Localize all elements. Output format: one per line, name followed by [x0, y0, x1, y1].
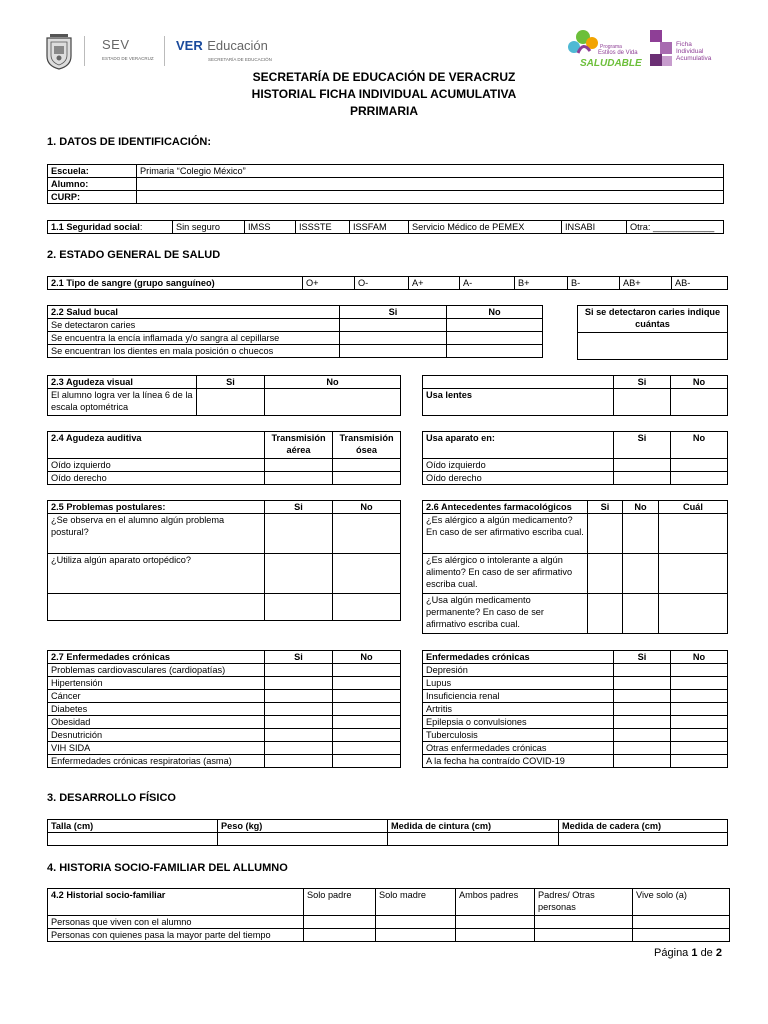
cronicas-si-cell[interactable]	[265, 729, 333, 742]
de-text: de	[700, 947, 713, 959]
table-row	[423, 755, 728, 768]
table-row	[423, 594, 728, 634]
agudeza-auditiva-table	[47, 431, 401, 485]
sangre-ab-neg[interactable]: AB-	[672, 277, 728, 290]
option-pemex[interactable]: Servicio Médico de PEMEX	[409, 221, 562, 234]
table-row	[48, 929, 730, 942]
ficha-individual-logo	[648, 29, 718, 69]
table-row	[423, 703, 728, 716]
lentes-header-blank	[423, 376, 614, 389]
socio-familiar-label: 4.2 Historial socio-familiar	[48, 889, 304, 916]
cronicas-no-header: No	[333, 651, 401, 664]
bucal-encia-si[interactable]	[340, 332, 447, 345]
usa-aparato-table	[422, 431, 728, 485]
socio-cell[interactable]	[633, 929, 730, 942]
cronicas-right-no-cell[interactable]	[671, 716, 728, 729]
cronicas-right-row: A la fecha ha contraído COVID-19	[423, 755, 614, 768]
programa-text: Programa	[600, 44, 622, 50]
peso-field[interactable]	[218, 833, 388, 846]
farmacologicos-no-header: No	[623, 501, 659, 514]
table-row	[423, 690, 728, 703]
aparato-row-derecho: Oído derecho	[423, 472, 614, 485]
posturales-problema-si[interactable]	[265, 514, 333, 554]
posturales-row-aparato: ¿Utiliza algún aparato ortopédico?	[48, 554, 265, 594]
farmaco-medicamento-no[interactable]	[623, 514, 659, 554]
socio-cell[interactable]	[376, 916, 456, 929]
cronicas-right-si-cell[interactable]	[614, 729, 671, 742]
table-row	[48, 690, 401, 703]
table-row	[48, 664, 401, 677]
table-row	[48, 514, 401, 554]
usa-lentes-table	[422, 375, 728, 416]
cronicas-right-si-cell[interactable]	[614, 755, 671, 768]
cronicas-si-cell[interactable]	[265, 742, 333, 755]
farmacologicos-table	[422, 500, 728, 634]
cronicas-row: Diabetes	[48, 703, 265, 716]
cronicas-row: Problemas cardiovasculares (cardiopatías)	[48, 664, 265, 677]
cronicas-right-no-cell[interactable]	[671, 729, 728, 742]
salud-bucal-table	[47, 305, 543, 358]
tipo-sangre-label: 2.1 Tipo de sangre (grupo sanguíneo)	[48, 277, 303, 290]
caries-count-table	[577, 305, 728, 360]
sangre-o-pos[interactable]: O+	[303, 277, 355, 290]
posturales-label: 2.5 Problemas postulares:	[48, 501, 265, 514]
table-row	[48, 729, 401, 742]
cintura-header: Medida de cintura (cm)	[388, 820, 559, 833]
auditiva-row-derecho: Oído derecho	[48, 472, 265, 485]
table-row	[48, 742, 401, 755]
cronicas-no-cell[interactable]	[333, 690, 401, 703]
socio-cell[interactable]	[535, 916, 633, 929]
ficha-text-3: Acumulativa	[676, 55, 712, 62]
cronicas-right-si-cell[interactable]	[614, 664, 671, 677]
option-imss[interactable]: IMSS	[245, 221, 296, 234]
posturales-si-header: Si	[265, 501, 333, 514]
cronicas-row: Desnutrición	[48, 729, 265, 742]
cronicas-no-cell[interactable]	[333, 677, 401, 690]
table-row	[48, 345, 543, 358]
table-row	[423, 664, 728, 677]
visual-row-linea6: El alumno logra ver la línea 6 de la escala optométrica	[48, 389, 197, 416]
cadera-header: Medida de cadera (cm)	[559, 820, 728, 833]
cronicas-no-cell[interactable]	[333, 664, 401, 677]
sangre-b-pos[interactable]: B+	[515, 277, 568, 290]
sangre-ab-pos[interactable]: AB+	[620, 277, 672, 290]
page-current: 1	[691, 947, 698, 959]
cadera-field[interactable]	[559, 833, 728, 846]
talla-field[interactable]	[48, 833, 218, 846]
table-row	[48, 677, 401, 690]
posturales-no-header: No	[333, 501, 401, 514]
farmaco-row-alimento: ¿Es alérgico o intolerante a algún alimento? En caso de ser afirmativo escriba cual.	[423, 554, 588, 594]
bucal-row-encia: Se encuentra la encía inflamada y/o sangra al cepillarse	[48, 332, 340, 345]
padres-otras-header: Padres/ Otras personas	[535, 889, 633, 916]
table-row	[48, 703, 401, 716]
cronicas-si-cell[interactable]	[265, 755, 333, 768]
bucal-dientes-si[interactable]	[340, 345, 447, 358]
cronicas-no-cell[interactable]	[333, 755, 401, 768]
table-row	[48, 594, 401, 621]
cronicas-no-cell[interactable]	[333, 703, 401, 716]
sev-logo-subtext: ESTADO DE VERACRUZ	[102, 56, 154, 61]
educacion-logo-text: Educación	[207, 38, 268, 53]
posturales-blank-si[interactable]	[265, 594, 333, 621]
option-otra[interactable]: Otra: ____________	[627, 221, 724, 234]
farmaco-row-medicamento: ¿Es alérgico a algún medicamento? En caso de ser afirmativo escriba cual.	[423, 514, 588, 554]
bucal-caries-no[interactable]	[447, 319, 543, 332]
cronicas-row: Hipertensión	[48, 677, 265, 690]
farmacologicos-label: 2.6 Antecedentes farmacológicos	[423, 501, 588, 514]
table-row	[48, 472, 401, 485]
cronicas-right-si-cell[interactable]	[614, 690, 671, 703]
page-total: 2	[715, 947, 722, 959]
table-row	[48, 459, 401, 472]
option-sin-seguro[interactable]: Sin seguro	[173, 221, 245, 234]
transmision-osea-header: Transmisión ósea	[333, 432, 401, 459]
sangre-b-neg[interactable]: B-	[568, 277, 620, 290]
peso-header: Peso (kg)	[218, 820, 388, 833]
bucal-dientes-no[interactable]	[447, 345, 543, 358]
escuela-label: Escuela:	[48, 165, 137, 178]
farmaco-medicamento-si[interactable]	[588, 514, 623, 554]
ambos-padres-header: Ambos padres	[456, 889, 535, 916]
cronicas-si-cell[interactable]	[265, 664, 333, 677]
aparato-der-si[interactable]	[614, 472, 671, 485]
aparato-no-header: No	[671, 432, 728, 459]
posturales-aparato-no[interactable]	[333, 554, 401, 594]
salud-bucal-label: 2.2 Salud bucal	[48, 306, 340, 319]
table-row	[423, 677, 728, 690]
cronicas-si-header: Si	[265, 651, 333, 664]
socio-cell[interactable]	[304, 916, 376, 929]
table-row	[48, 319, 543, 332]
vive-solo-header: Vive solo (a)	[633, 889, 730, 916]
seguridad-social-colon: :	[139, 222, 143, 232]
document-title-2: HISTORIAL FICHA INDIVIDUAL ACUMULATIVA	[251, 87, 517, 101]
section-1-heading: 1. DATOS DE IDENTIFICACIÓN:	[47, 136, 211, 148]
cintura-field[interactable]	[388, 833, 559, 846]
visual-no-header: No	[265, 376, 401, 389]
cronicas-right-no-cell[interactable]	[671, 742, 728, 755]
aparato-si-header: Si	[614, 432, 671, 459]
cronicas-row: Enfermedades crónicas respiratorias (asma)	[48, 755, 265, 768]
cronicas-row: VIH SIDA	[48, 742, 265, 755]
estilos-vida-saludable-logo	[566, 27, 644, 71]
socio-cell[interactable]	[304, 929, 376, 942]
transmision-aerea-header: Transmisión aérea	[265, 432, 333, 459]
veracruz-seal-logo	[44, 34, 74, 70]
cronicas-right-no-header: No	[671, 651, 728, 664]
solo-madre-header: Solo madre	[376, 889, 456, 916]
enfermedades-cronicas-right-table	[422, 650, 728, 768]
table-row	[423, 716, 728, 729]
curp-field[interactable]	[137, 191, 724, 204]
auditiva-der-osea[interactable]	[333, 472, 401, 485]
bucal-row-dientes: Se encuentran los dientes en mala posición o chuecos	[48, 345, 340, 358]
pagina-text: Página	[654, 947, 689, 959]
cronicas-row: Cáncer	[48, 690, 265, 703]
cronicas-right-row: Epilepsia o convulsiones	[423, 716, 614, 729]
cronicas-si-cell[interactable]	[265, 716, 333, 729]
farmaco-permanente-cual[interactable]	[659, 594, 728, 634]
ver-educacion-logo	[176, 37, 272, 62]
farmaco-permanente-no[interactable]	[623, 594, 659, 634]
cronicas-no-cell[interactable]	[333, 742, 401, 755]
cronicas-si-cell[interactable]	[265, 703, 333, 716]
cronicas-right-si-header: Si	[614, 651, 671, 664]
auditiva-der-aerea[interactable]	[265, 472, 333, 485]
posturales-row-problema: ¿Se observa en el alumno algún problema postural?	[48, 514, 265, 554]
lentes-si-cell[interactable]	[614, 389, 671, 416]
cronicas-right-row: Lupus	[423, 677, 614, 690]
sev-logo	[102, 37, 154, 61]
table-row	[48, 716, 401, 729]
farmaco-alimento-si[interactable]	[588, 554, 623, 594]
socio-cell[interactable]	[535, 929, 633, 942]
farmaco-alimento-cual[interactable]	[659, 554, 728, 594]
auditiva-izq-aerea[interactable]	[265, 459, 333, 472]
ficha-text-2: Individual	[676, 48, 704, 55]
bucal-row-caries: Se detectaron caries	[48, 319, 340, 332]
usa-lentes-label: Usa lentes	[423, 389, 614, 416]
posturales-aparato-si[interactable]	[265, 554, 333, 594]
socio-cell[interactable]	[456, 929, 535, 942]
cronicas-no-cell[interactable]	[333, 729, 401, 742]
lentes-no-cell[interactable]	[671, 389, 728, 416]
option-issste[interactable]: ISSSTE	[296, 221, 350, 234]
cronicas-si-cell[interactable]	[265, 677, 333, 690]
aparato-der-no[interactable]	[671, 472, 728, 485]
aparato-izq-si[interactable]	[614, 459, 671, 472]
agudeza-visual-label: 2.3 Agudeza visual	[48, 376, 197, 389]
visual-si-header: Si	[197, 376, 265, 389]
cronicas-right-no-cell[interactable]	[671, 755, 728, 768]
posturales-row-blank	[48, 594, 265, 621]
socio-cell[interactable]	[456, 916, 535, 929]
cronicas-right-row: Insuficiencia renal	[423, 690, 614, 703]
cronicas-right-row: Depresión	[423, 664, 614, 677]
table-row	[423, 514, 728, 554]
sev-logo-text: SEV	[102, 37, 130, 52]
farmaco-row-permanente: ¿Usa algún medicamento permanente? En caso de ser afirmativo escriba cual.	[423, 594, 588, 634]
cronicas-right-no-cell[interactable]	[671, 664, 728, 677]
cronicas-si-cell[interactable]	[265, 690, 333, 703]
cronicas-right-no-cell[interactable]	[671, 703, 728, 716]
escuela-row	[48, 165, 724, 178]
solo-padre-header: Solo padre	[304, 889, 376, 916]
table-row	[423, 554, 728, 594]
socio-familiar-table	[47, 888, 730, 942]
curp-row	[48, 191, 724, 204]
table-row	[48, 332, 543, 345]
salud-bucal-no-header: No	[447, 306, 543, 319]
table-row	[48, 554, 401, 594]
socio-cell[interactable]	[633, 916, 730, 929]
cronicas-no-cell[interactable]	[333, 716, 401, 729]
cronicas-right-row: Tuberculosis	[423, 729, 614, 742]
cronicas-right-si-cell[interactable]	[614, 677, 671, 690]
socio-row-pasa-tiempo: Personas con quienes pasa la mayor parte del tiempo	[48, 929, 304, 942]
desarrollo-fisico-table	[47, 819, 728, 846]
auditiva-row-izquierdo: Oído izquierdo	[48, 459, 265, 472]
cronicas-right-si-cell[interactable]	[614, 703, 671, 716]
header-divider	[84, 36, 85, 66]
cronicas-right-no-cell[interactable]	[671, 690, 728, 703]
auditiva-izq-osea[interactable]	[333, 459, 401, 472]
seguridad-social-label-text: 1.1 Seguridad social	[51, 222, 140, 232]
lentes-si-header: Si	[614, 376, 671, 389]
table-row	[423, 459, 728, 472]
visual-si-cell[interactable]	[197, 389, 265, 416]
cronicas-right-label: Enfermedades crónicas	[423, 651, 614, 664]
curp-label: CURP:	[48, 191, 137, 204]
document-title-3: PRRIMARIA	[350, 104, 418, 118]
sangre-o-neg[interactable]: O-	[355, 277, 409, 290]
sangre-a-pos[interactable]: A+	[409, 277, 460, 290]
section-4-heading: 4. HISTORIA SOCIO-FAMILIAR DEL ALLUMNO	[47, 862, 288, 874]
escuela-field[interactable]: Primaria “Colegio México”	[137, 165, 724, 178]
posturales-problema-no[interactable]	[333, 514, 401, 554]
agudeza-visual-table	[47, 375, 401, 416]
socio-row-viven: Personas que viven con el alumno	[48, 916, 304, 929]
alumno-label: Alumno:	[48, 178, 137, 191]
seguridad-social-table	[47, 220, 724, 234]
farmaco-alimento-no[interactable]	[623, 554, 659, 594]
table-row	[423, 729, 728, 742]
cronicas-right-si-cell[interactable]	[614, 742, 671, 755]
aparato-izq-no[interactable]	[671, 459, 728, 472]
bucal-encia-no[interactable]	[447, 332, 543, 345]
seguridad-social-label	[48, 221, 173, 234]
enfermedades-cronicas-table	[47, 650, 401, 768]
sangre-a-neg[interactable]: A-	[460, 277, 515, 290]
farmaco-permanente-si[interactable]	[588, 594, 623, 634]
page-number	[654, 947, 722, 959]
problemas-posturales-table	[47, 500, 401, 621]
visual-no-cell[interactable]	[265, 389, 401, 416]
caries-count-label: Si se detectaron caries indique cuántas	[578, 306, 728, 333]
ver-logo-text: VER	[176, 38, 203, 53]
ficha-text-1: Ficha	[676, 41, 692, 48]
salud-bucal-si-header: Si	[340, 306, 447, 319]
option-issfam[interactable]: ISSFAM	[350, 221, 409, 234]
lentes-no-header: No	[671, 376, 728, 389]
table-row	[423, 742, 728, 755]
document-title-1: SECRETARÍA DE EDUCACIÓN DE VERACRUZ	[252, 70, 516, 84]
estilos-text: Estilos de Vida	[598, 50, 638, 56]
cronicas-row: Obesidad	[48, 716, 265, 729]
agudeza-auditiva-label: 2.4 Agudeza auditiva	[48, 432, 265, 459]
cronicas-right-row: Otras enfermedades crónicas	[423, 742, 614, 755]
talla-header: Talla (cm)	[48, 820, 218, 833]
section-3-heading: 3. DESARROLLO FÍSICO	[47, 792, 176, 804]
alumno-field[interactable]	[137, 178, 724, 191]
farmacologicos-cual-header: Cuál	[659, 501, 728, 514]
identificacion-table	[47, 164, 724, 204]
cronicas-label: 2.7 Enfermedades crónicas	[48, 651, 265, 664]
table-row	[48, 916, 730, 929]
socio-cell[interactable]	[376, 929, 456, 942]
option-insabi[interactable]: INSABI	[562, 221, 627, 234]
aparato-row-izquierdo: Oído izquierdo	[423, 459, 614, 472]
farmaco-medicamento-cual[interactable]	[659, 514, 728, 554]
posturales-blank-no[interactable]	[333, 594, 401, 621]
caries-count-field[interactable]	[578, 333, 728, 360]
header-divider-2	[164, 36, 165, 66]
cronicas-right-row: Artritis	[423, 703, 614, 716]
farmacologicos-si-header: Si	[588, 501, 623, 514]
educacion-logo-subtext: SECRETARÍA DE EDUCACIÓN	[208, 57, 272, 62]
section-2-heading: 2. ESTADO GENERAL DE SALUD	[47, 249, 221, 261]
saludable-text: SALUDABLE	[580, 58, 642, 69]
table-row	[423, 472, 728, 485]
bucal-caries-si[interactable]	[340, 319, 447, 332]
table-row	[48, 755, 401, 768]
alumno-row	[48, 178, 724, 191]
usa-aparato-label: Usa aparato en:	[423, 432, 614, 459]
cronicas-right-si-cell[interactable]	[614, 716, 671, 729]
cronicas-right-no-cell[interactable]	[671, 677, 728, 690]
tipo-sangre-table	[47, 276, 728, 290]
